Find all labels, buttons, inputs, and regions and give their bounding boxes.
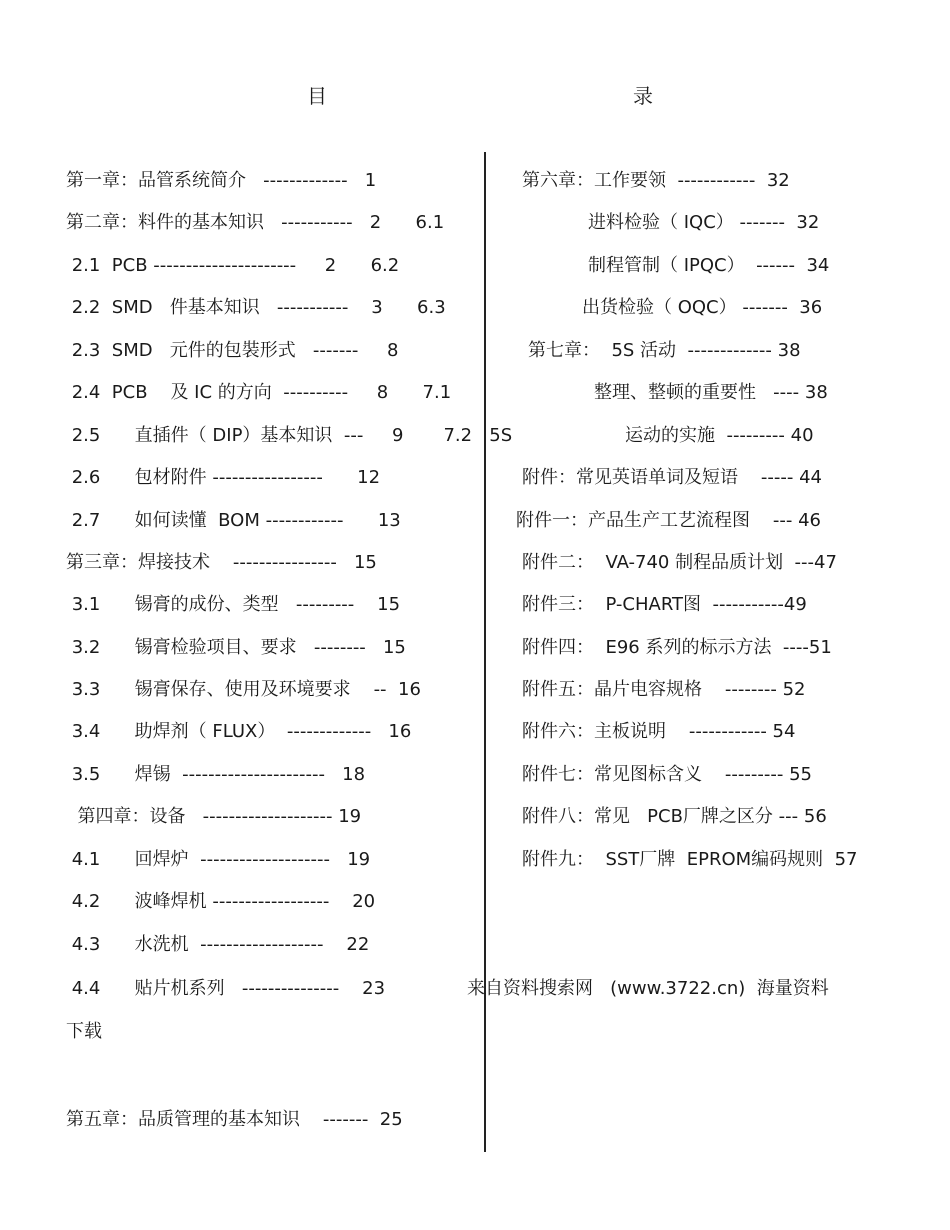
toc-entry: 3.2 锡膏检验项目、要求 -------- 15 — [66, 637, 406, 658]
toc-entry: 2.3 SMD 元件的包裝形式 ------- 8 — [66, 340, 399, 361]
toc-entry: 附件八：常见 PCB厂牌之区分 --- 56 — [522, 806, 827, 827]
toc-entry: 4.2 波峰焊机 ------------------ 20 — [66, 891, 376, 912]
toc-entry: 第五章：品质管理的基本知识 ------- 25 — [66, 1109, 403, 1130]
column-divider — [484, 152, 486, 1152]
toc-entry: 附件二： VA-740 制程品质计划 ---47 — [522, 552, 837, 573]
toc-entry: 第七章： 5S 活动 ------------- 38 — [528, 340, 801, 361]
toc-entry: 附件：常见英语单词及短语 ----- 44 — [522, 467, 822, 488]
toc-entry: 出货检验（ OQC） ------- 36 — [582, 297, 823, 318]
toc-entry: 4.4 贴片机系列 --------------- 23 — [66, 978, 386, 999]
toc-entry: 第二章：料件的基本知识 ----------- 2 6.1 — [66, 212, 445, 233]
toc-entry: 附件一：产品生产工艺流程图 --- 46 — [516, 510, 821, 531]
toc-entry: 第三章：焊接技术 ---------------- 15 — [66, 552, 377, 573]
toc-entry: 整理、整顿的重要性 ---- 38 — [594, 382, 828, 403]
toc-entry: 第六章：工作要领 ------------ 32 — [522, 170, 790, 191]
toc-entry: 运动的实施 --------- 40 — [625, 425, 814, 446]
toc-title-right: 录 — [633, 84, 653, 108]
toc-entry: 附件九： SST厂牌 EPROM编码规则 57 — [522, 849, 858, 870]
toc-entry: 进料检验（ IQC） ------- 32 — [588, 212, 820, 233]
toc-entry: 附件六：主板说明 ------------ 54 — [522, 721, 796, 742]
toc-entry: 2.2 SMD 件基本知识 ----------- 3 6.3 — [66, 297, 446, 318]
toc-entry: 2.5 直插件（ DIP）基本知识 --- 9 7.2 5S — [66, 425, 513, 446]
footer-note: 来自资料搜索网 (www.3722.cn) 海量资料 — [467, 978, 829, 999]
toc-entry: 附件五：晶片电容规格 -------- 52 — [522, 679, 806, 700]
toc-entry: 附件三： P-CHART图 -----------49 — [522, 594, 807, 615]
toc-entry: 制程管制（ IPQC） ------ 34 — [588, 255, 830, 276]
toc-entry: 2.7 如何读懂 BOM ------------ 13 — [66, 510, 401, 531]
toc-entry: 3.5 焊锡 ---------------------- 18 — [66, 764, 366, 785]
toc-entry: 2.1 PCB ---------------------- 2 6.2 — [66, 255, 400, 276]
toc-entry: 4.3 水洗机 ------------------- 22 — [66, 934, 370, 955]
toc-entry: 2.6 包材附件 ----------------- 12 — [66, 467, 381, 488]
toc-entry: 附件七：常见图标含义 --------- 55 — [522, 764, 812, 785]
toc-entry: 3.3 锡膏保存、使用及环境要求 -- 16 — [66, 679, 421, 700]
toc-entry: 3.1 锡膏的成份、类型 --------- 15 — [66, 594, 401, 615]
toc-entry: 4.1 回焊炉 -------------------- 19 — [66, 849, 371, 870]
toc-entry: 附件四： E96 系列的标示方法 ----51 — [522, 637, 832, 658]
toc-title-left: 目 — [307, 84, 327, 108]
toc-entry: 第四章：设备 -------------------- 19 — [66, 806, 362, 827]
toc-entry: 3.4 助焊剂（ FLUX） ------------- 16 — [66, 721, 412, 742]
footer-note-continuation: 下载 — [66, 1021, 102, 1042]
toc-entry: 第一章：品管系统简介 ------------- 1 — [66, 170, 377, 191]
toc-entry: 2.4 PCB 及 IC 的方向 ---------- 8 7.1 — [66, 382, 452, 403]
